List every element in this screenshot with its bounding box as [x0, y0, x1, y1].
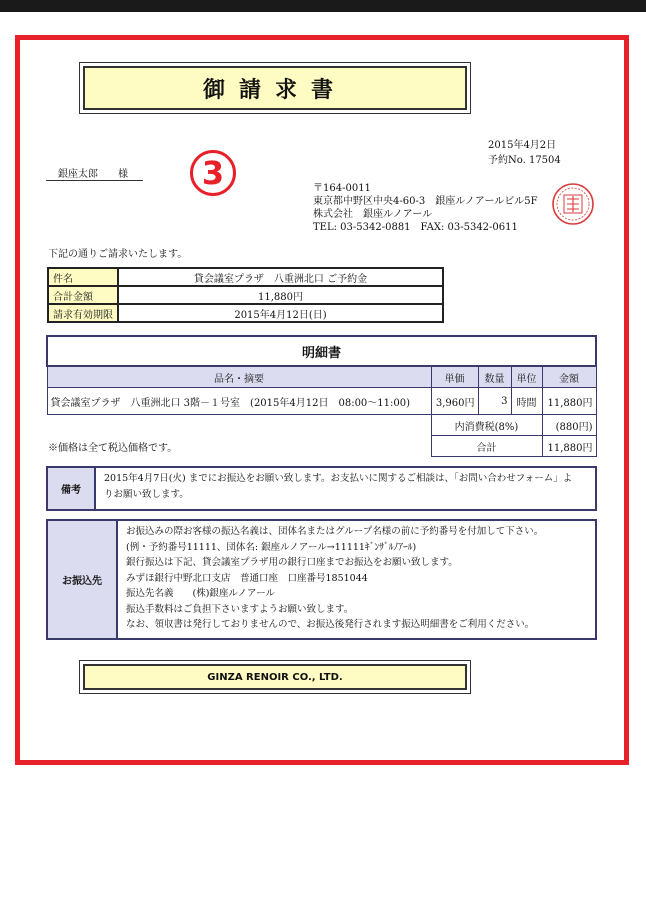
- sender-postal: 〒164-0011: [313, 183, 371, 194]
- due-date-label: 請求有効期限: [48, 304, 118, 322]
- total-amount-label: 合計金額: [48, 286, 118, 304]
- col-unit-header: 単位: [511, 366, 542, 388]
- tax-value: (880円): [542, 415, 596, 436]
- col-item-header: 品名・摘要: [47, 366, 431, 388]
- transfer-line: 銀行振込は下記、貸会議室プラザ用の銀行口座までお振込をお願い致します。: [126, 557, 458, 568]
- tax-row: [47, 415, 596, 436]
- subject-value: 貸会議室プラザ 八重洲北口 ご予約金: [118, 268, 443, 286]
- reservation-number: 予約No. 17504: [488, 155, 561, 166]
- tax-label: 内消費税(8%): [431, 415, 542, 436]
- company-seal-stamp: [551, 182, 595, 226]
- intro-text: 下記の通りご請求いたします。: [48, 249, 188, 260]
- transfer-line: (例・予約番号11111、団体名: 銀座ルノアール→11111ｷﾞﾝｻﾞﾙﾉｱｰﾙ): [126, 541, 417, 553]
- transfer-line: 振込手数料はご負担下さいますようお願い致します。: [126, 603, 354, 615]
- transfer-text: [118, 521, 551, 638]
- sender-address: 東京都中野区中央4-60-3 銀座ルノアールビル5F: [313, 196, 538, 207]
- summary-row-total: [48, 286, 443, 304]
- row-unit: 時間: [511, 388, 542, 415]
- detail-heading: 明細書: [47, 336, 596, 366]
- summary-row-subject: [48, 268, 443, 286]
- grand-total-label: 合計: [431, 436, 542, 457]
- sender-company: 株式会社 銀座ルノアール: [313, 209, 433, 220]
- transfer-label: お振込先: [48, 521, 118, 638]
- tax-inclusive-note: ※価格は全て税込価格です。: [48, 443, 178, 454]
- subject-label: 件名: [48, 268, 118, 286]
- row-item: 貸会議室プラザ 八重洲北口 3階－１号室 (2015年4月12日 08:00～11:00): [47, 388, 431, 415]
- sender-block: [313, 182, 538, 234]
- transfer-line: 振込先名義 (株)銀座ルノアール: [126, 588, 276, 599]
- company-footer: GINZA RENOIR CO., LTD.: [83, 664, 467, 690]
- due-date-value: 2015年4月12日(日): [118, 304, 443, 322]
- transfer-line: みずほ銀行中野北口支店 普通口座 口座番号1851044: [126, 572, 368, 584]
- summary-row-due: [48, 304, 443, 322]
- sender-phone: TEL: 03-5342-0881 FAX: 03-5342-0611: [313, 222, 518, 233]
- col-amount-header: 金額: [542, 366, 596, 388]
- invoice-title: 御請求書: [83, 66, 467, 110]
- transfer-block: [46, 519, 597, 640]
- transfer-line: お振込みの際お客様の振込名義は、団体名またはグループ名様の前に予約番号を付加して下さい。: [126, 526, 544, 537]
- recipient-name: 銀座太郎 様: [46, 165, 143, 181]
- remarks-line: 2015年4月7日(火) までにお振込をお願い致します。お支払いに関するご相談は、「お問い合わせフォーム」よ: [104, 473, 573, 484]
- remarks-label: 備考: [48, 468, 96, 509]
- row-unit-price: 3,960円: [431, 388, 478, 415]
- viewer-top-bar: [0, 0, 646, 12]
- row-amount: 11,880円: [542, 388, 596, 415]
- total-amount-value: 11,880円: [118, 286, 443, 304]
- table-row: [47, 388, 596, 415]
- col-unit-price-header: 単価: [431, 366, 478, 388]
- transfer-line: なお、領収書は発行しておりませんので、お振込後発行されます振込明細書をご利用ください。: [126, 619, 535, 630]
- detail-column-headers: [47, 366, 596, 388]
- summary-table: [47, 267, 444, 323]
- circled-number-marker: 3: [190, 150, 236, 196]
- col-qty-header: 数量: [478, 366, 511, 388]
- row-qty: 3: [478, 388, 511, 415]
- title-box: [79, 62, 471, 114]
- remarks-line: りお願い致します。: [104, 489, 189, 500]
- remarks-text: [96, 468, 580, 509]
- remarks-block: [46, 466, 597, 511]
- grand-total-value: 11,880円: [542, 436, 596, 457]
- footer-box: [79, 660, 471, 694]
- issue-date: 2015年4月2日: [488, 140, 557, 151]
